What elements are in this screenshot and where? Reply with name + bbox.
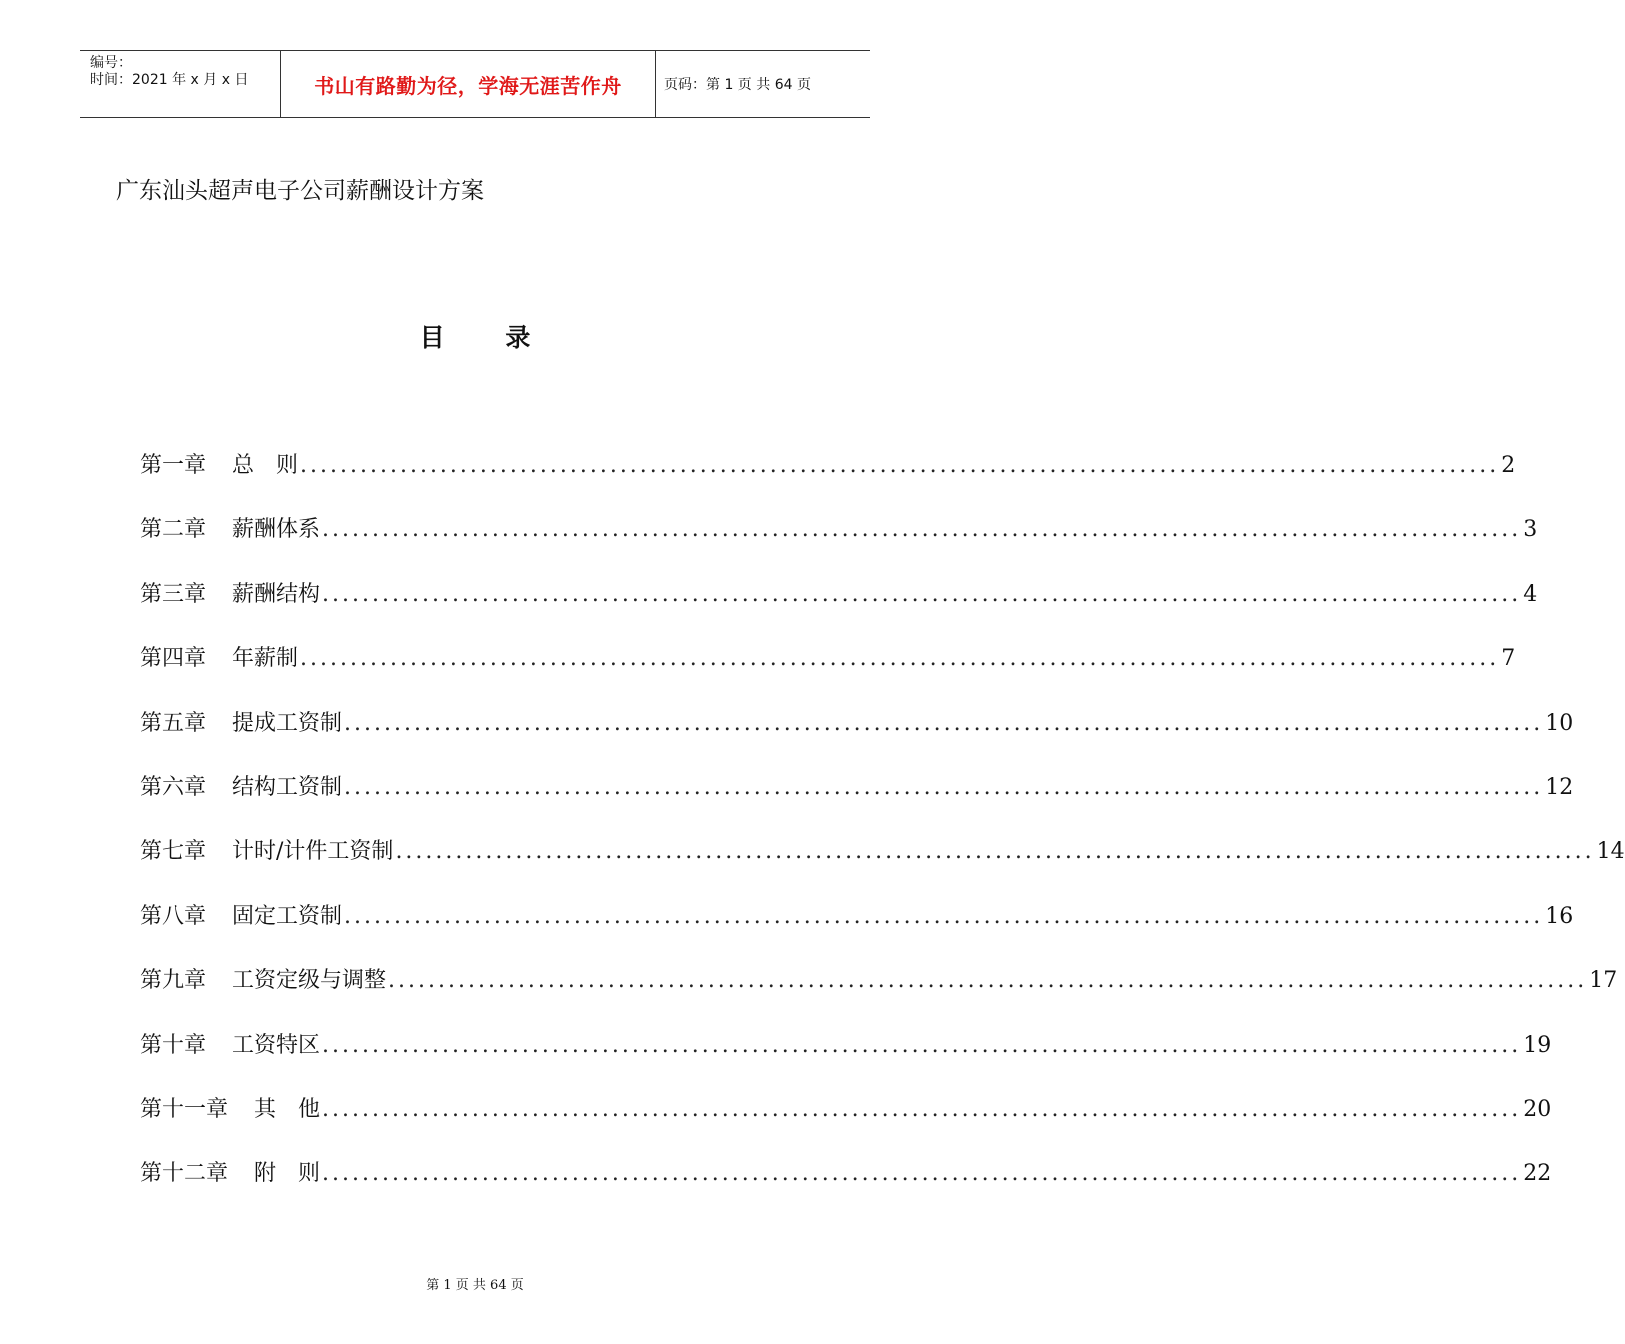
toc-chapter-label: 第二章 <box>140 517 207 543</box>
toc-dot-leader: ........................................................................................................................ <box>395 839 1595 865</box>
toc-chapter-name: 计时/计件工资制 <box>232 839 394 865</box>
toc-entry[interactable] <box>140 1156 1552 1190</box>
toc-page-number: 4 <box>1523 581 1538 607</box>
toc-entry[interactable] <box>140 448 1516 482</box>
toc-dot-leader: ........................................................................................................................ <box>322 581 1522 607</box>
page-footer <box>0 1274 950 1293</box>
toc-chapter-name: 年薪制 <box>232 646 299 672</box>
toc-dot-leader: ........................................................................................................................ <box>322 517 1522 543</box>
time-label: 时间：2021 年 x 月 x 日 <box>90 72 249 88</box>
serial-label: 编号： <box>90 55 132 71</box>
header-page-info: 页码：第 1 页 共 64 页 <box>664 77 811 93</box>
toc-dot-leader: ........................................................................................................................ <box>344 903 1544 929</box>
toc-page-number: 10 <box>1545 710 1574 736</box>
toc-chapter-label: 第九章 <box>140 968 207 994</box>
toc-entry[interactable] <box>140 963 1618 997</box>
toc-chapter-name: 薪酬体系 <box>232 517 321 543</box>
toc-chapter-name: 固定工资制 <box>232 903 343 929</box>
toc-page-number: 17 <box>1589 968 1618 994</box>
toc-dot-leader: ........................................................................................................................ <box>322 1097 1522 1122</box>
toc-chapter-label: 第十章 <box>140 1032 207 1058</box>
toc-heading: 目 录 <box>419 323 557 352</box>
header-meta <box>80 51 281 117</box>
toc-dot-leader: ........................................................................................................................ <box>344 710 1544 736</box>
toc-entry[interactable] <box>140 899 1574 933</box>
toc-entry[interactable] <box>140 770 1574 804</box>
toc-page-number: 20 <box>1523 1097 1552 1122</box>
toc-dot-leader: ........................................................................................................................ <box>322 1161 1522 1187</box>
toc-chapter-name: 工资定级与调整 <box>232 968 387 994</box>
toc-chapter-name: 薪酬结构 <box>232 581 321 607</box>
toc-entry[interactable] <box>140 577 1538 611</box>
toc-chapter-label: 第十一章 <box>140 1097 229 1122</box>
toc-chapter-name: 其 他 <box>254 1097 321 1122</box>
toc-page-number: 7 <box>1501 646 1516 672</box>
toc-dot-leader: ........................................................................................................................ <box>322 1032 1522 1058</box>
toc-chapter-label: 第三章 <box>140 581 207 607</box>
toc-page-number: 3 <box>1523 517 1538 543</box>
toc-page-number: 19 <box>1523 1032 1552 1058</box>
toc-chapter-name: 附 则 <box>254 1161 321 1187</box>
footer-page-number: 第 1 页 共 64 页 <box>426 1278 524 1293</box>
toc-chapter-label: 第四章 <box>140 646 207 672</box>
toc-chapter-name: 总 则 <box>232 453 299 478</box>
toc-chapter-label: 第五章 <box>140 710 207 736</box>
toc-entry[interactable] <box>140 641 1516 675</box>
toc-dot-leader: ........................................................................................................................ <box>300 453 1500 478</box>
toc-chapter-label: 第八章 <box>140 903 207 929</box>
toc-entry[interactable] <box>140 834 1625 868</box>
toc-chapter-label: 第七章 <box>140 839 207 865</box>
toc-entry[interactable] <box>140 1092 1552 1126</box>
toc-page-number: 2 <box>1501 453 1516 478</box>
toc-chapter-name: 工资特区 <box>232 1032 321 1058</box>
header-motto: 书山有路勤为径，学海无涯苦作舟 <box>281 51 656 117</box>
toc-page-number: 22 <box>1523 1161 1552 1187</box>
toc-chapter-label: 第一章 <box>140 453 207 478</box>
toc-page-number: 12 <box>1545 775 1574 800</box>
toc-dot-leader: ........................................................................................................................ <box>344 775 1544 800</box>
toc-page-number: 14 <box>1596 839 1625 865</box>
toc-entry[interactable] <box>140 512 1538 546</box>
toc-chapter-label: 第十二章 <box>140 1161 229 1187</box>
toc-dot-leader: ........................................................................................................................ <box>388 968 1588 994</box>
document-title: 广东汕头超声电子公司薪酬设计方案 <box>116 178 484 204</box>
toc-page-number: 16 <box>1545 903 1574 929</box>
page-header <box>80 50 870 118</box>
toc-chapter-name: 提成工资制 <box>232 710 343 736</box>
toc-dot-leader: ........................................................................................................................ <box>300 646 1500 672</box>
toc-chapter-label: 第六章 <box>140 775 207 800</box>
toc-entry[interactable] <box>140 1028 1552 1062</box>
toc-chapter-name: 结构工资制 <box>232 775 343 800</box>
toc-entry[interactable] <box>140 706 1574 740</box>
